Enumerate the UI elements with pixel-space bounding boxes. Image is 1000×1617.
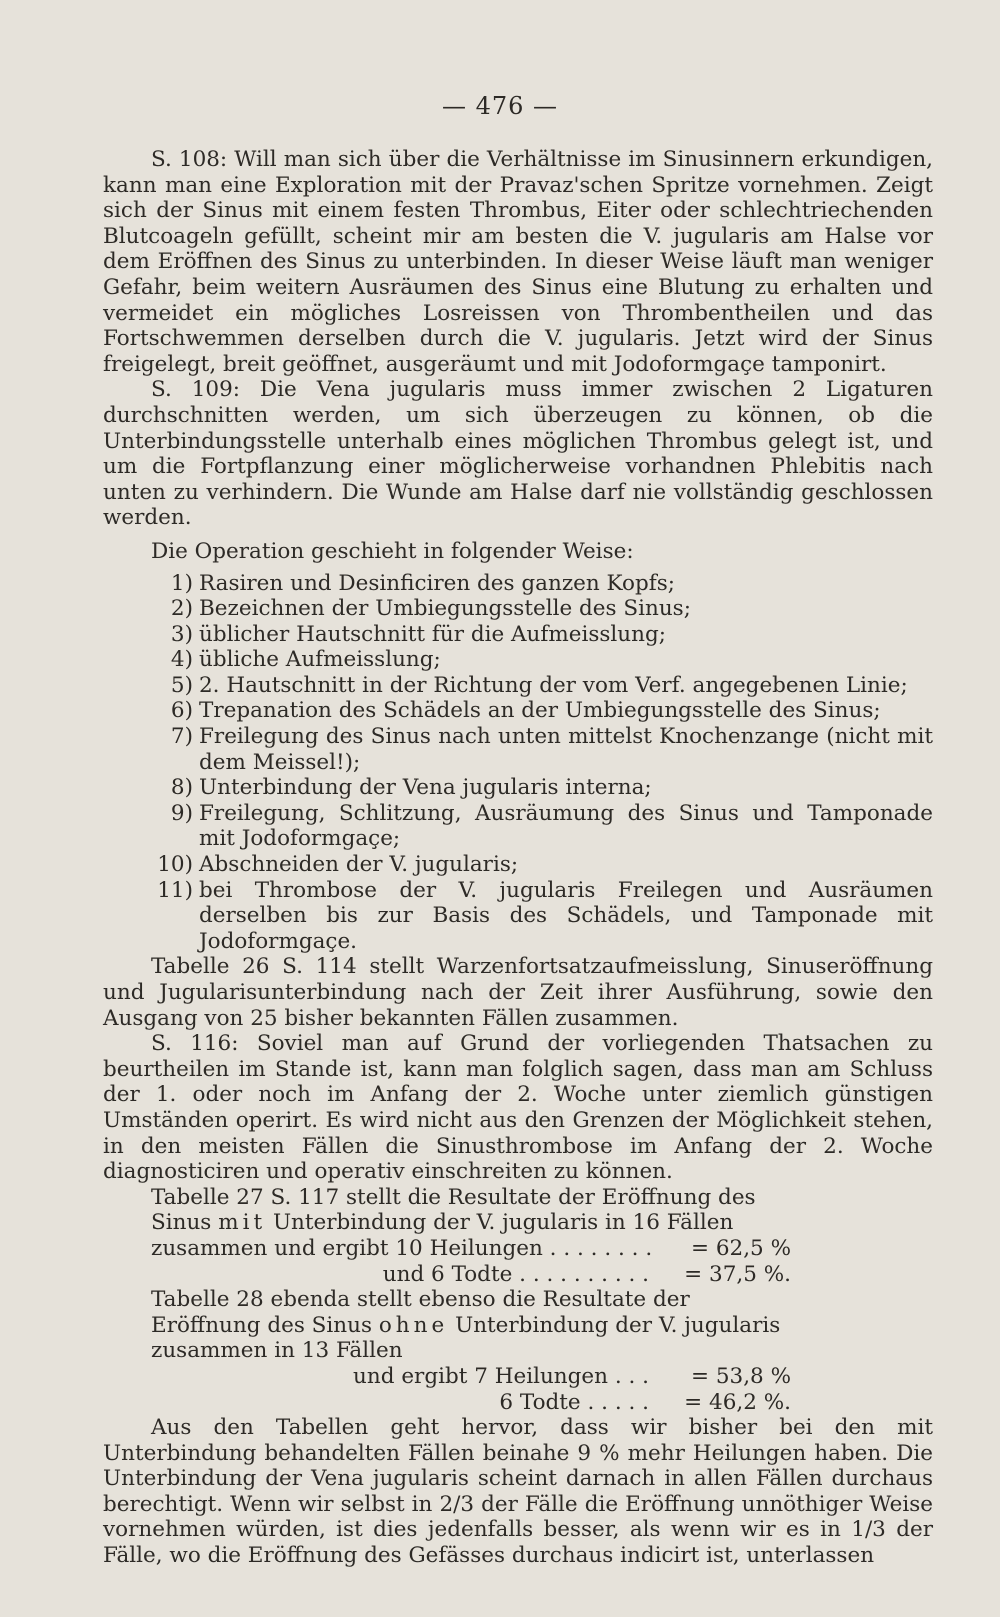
table27-emphasis: mit: [218, 1210, 267, 1236]
table28-rest: Unterbindung der V. jugularis zusammen in 13 Fällen: [151, 1312, 781, 1364]
paragraph-tabelle-26: Tabelle 26 S. 114 stellt Warzenfortsatzaufmeisslung, Sinuseröffnung und Jugularisunterbindung nach der Zeit ihrer Ausführung, sowie den Ausgang von 25 bisher bekannten Fällen zusammen.: [103, 954, 933, 1031]
table27-todte-value: = 37,5 %.: [684, 1261, 791, 1287]
paragraph-conclusion: Aus den Tabellen geht hervor, dass wir bisher bei den mit Unterbindung behandelten Fällen beinahe 9 % mehr Heilungen haben. Die Unterbindung der Vena jugularis scheint darnach in allen Fällen durchaus berechtigt. Wenn wir selbst in 2/3 der Fälle die Eröffnung unnöthiger Weise vornehmen würden, ist dies jedenfalls besser, als wenn wir es in 1/3 der Fälle, wo die Eröffnung des Gefässes durchaus indicirt ist, unterlassen: [103, 1415, 933, 1569]
list-item: 9) Freilegung, Schlitzung, Ausräumung des Sinus und Tamponade mit Jodoformgaçe;: [170, 800, 933, 852]
table28-todte-label: 6 Todte . . . . .: [499, 1389, 649, 1415]
list-item: 1) Rasiren und Desinficiren des ganzen Kopfs;: [170, 570, 675, 596]
list-item: 2) Bezeichnen der Umbiegungsstelle des Sinus;: [170, 596, 691, 622]
list-item: 7) Freilegung des Sinus nach unten mittelst Knochenzange (nicht mit dem Meissel!);: [170, 724, 933, 775]
tabelle-27-summary: [103, 1185, 791, 1287]
table28-emphasis: ohne: [378, 1312, 449, 1338]
list-item: 10) Abschneiden der V. jugularis;: [157, 852, 519, 878]
tabelle-28-summary: [103, 1287, 791, 1415]
list-item: 6) Trepanation des Schädels an der Umbiegungsstelle des Sinus;: [170, 698, 881, 724]
paragraph-s109: S. 109: Die Vena jugularis muss immer zwischen 2 Ligaturen durchschnitten werden, um sich überzeugen zu können, ob die Unterbindungsstelle unterhalb eines möglichen Thrombus gelegt ist, und um die Fortpflanzung einer möglicherweise vorhandnen Phlebitis nach unten zu verhindern. Die Wunde am Halse darf nie vollständig geschlossen werden.: [103, 377, 933, 531]
table27-rest: Unterbindung der V. jugularis in 16 Fällen: [272, 1210, 734, 1236]
table27-heilungen-value: = 62,5 %: [691, 1235, 791, 1261]
table28-intro: Tabelle 28 ebenda stellt ebenso die Resultate der Eröffnung des Sinus: [151, 1287, 690, 1338]
paragraph-operation-intro: Die Operation geschieht in folgender Weise:: [151, 538, 634, 564]
body-text: [103, 147, 933, 1569]
table27-todte-label: und 6 Todte . . . . . . . . . .: [382, 1261, 649, 1287]
list-item: 4) übliche Aufmeisslung;: [170, 647, 441, 673]
list-item: 11) bei Thrombose der V. jugularis Freilegen und Ausräumen derselben bis zur Basis des Schädels, und Tamponade mit Jodoformgaçe.: [157, 877, 933, 954]
page-number: — 476 —: [441, 92, 559, 120]
operation-steps-list: [103, 571, 933, 955]
list-item: 8) Unterbindung der Vena jugularis interna;: [170, 775, 652, 801]
table28-heilungen-value: = 53,8 %: [691, 1363, 791, 1389]
table28-todte-value: = 46,2 %.: [684, 1389, 791, 1415]
table27-intro: Tabelle 27 S. 117 stellt die Resultate der Eröffnung des Sinus: [151, 1184, 756, 1236]
list-item: 3) üblicher Hautschnitt für die Aufmeisslung;: [170, 621, 666, 647]
paragraph-s116: S. 116: Soviel man auf Grund der vorliegenden Thatsachen zu beurtheilen im Stande ist, kann man folglich sagen, dass man am Schluss der 1. oder noch im Anfang der 2. Woche unter ziemlich günstigen Umständen operirt. Es wird nicht aus den Grenzen der Möglichkeit stehen, in den meisten Fällen die Sinusthrombose im Anfang der 2. Woche diagnosticiren und operativ einschreiten zu können.: [103, 1031, 933, 1185]
paragraph-s108: S. 108: Will man sich über die Verhältnisse im Sinusinnern erkundigen, kann man eine Exploration mit der Pravaz'schen Spritze vornehmen. Zeigt sich der Sinus mit einem festen Thrombus, Eiter oder schlechtriechenden Blutcoageln gefüllt, scheint mir am besten die V. jugularis am Halse vor dem Eröffnen des Sinus zu unterbinden. In dieser Weise läuft man weniger Gefahr, beim weitern Ausräumen des Sinus eine Blutung zu erhalten und vermeidet ein mögliches Losreissen von Thrombentheilen und das Fortschwemmen derselben durch die V. jugularis. Jetzt wird der Sinus freigelegt, breit geöffnet, ausgeräumt und mit Jodoformgaçe tamponirt.: [103, 147, 933, 377]
list-item: 5) 2. Hautschnitt in der Richtung der vom Verf. angegebenen Linie;: [170, 672, 908, 698]
table27-heilungen-label: zusammen und ergibt 10 Heilungen . . . . . . . .: [151, 1235, 653, 1261]
table28-heilungen-label: und ergibt 7 Heilungen . . .: [353, 1363, 649, 1389]
